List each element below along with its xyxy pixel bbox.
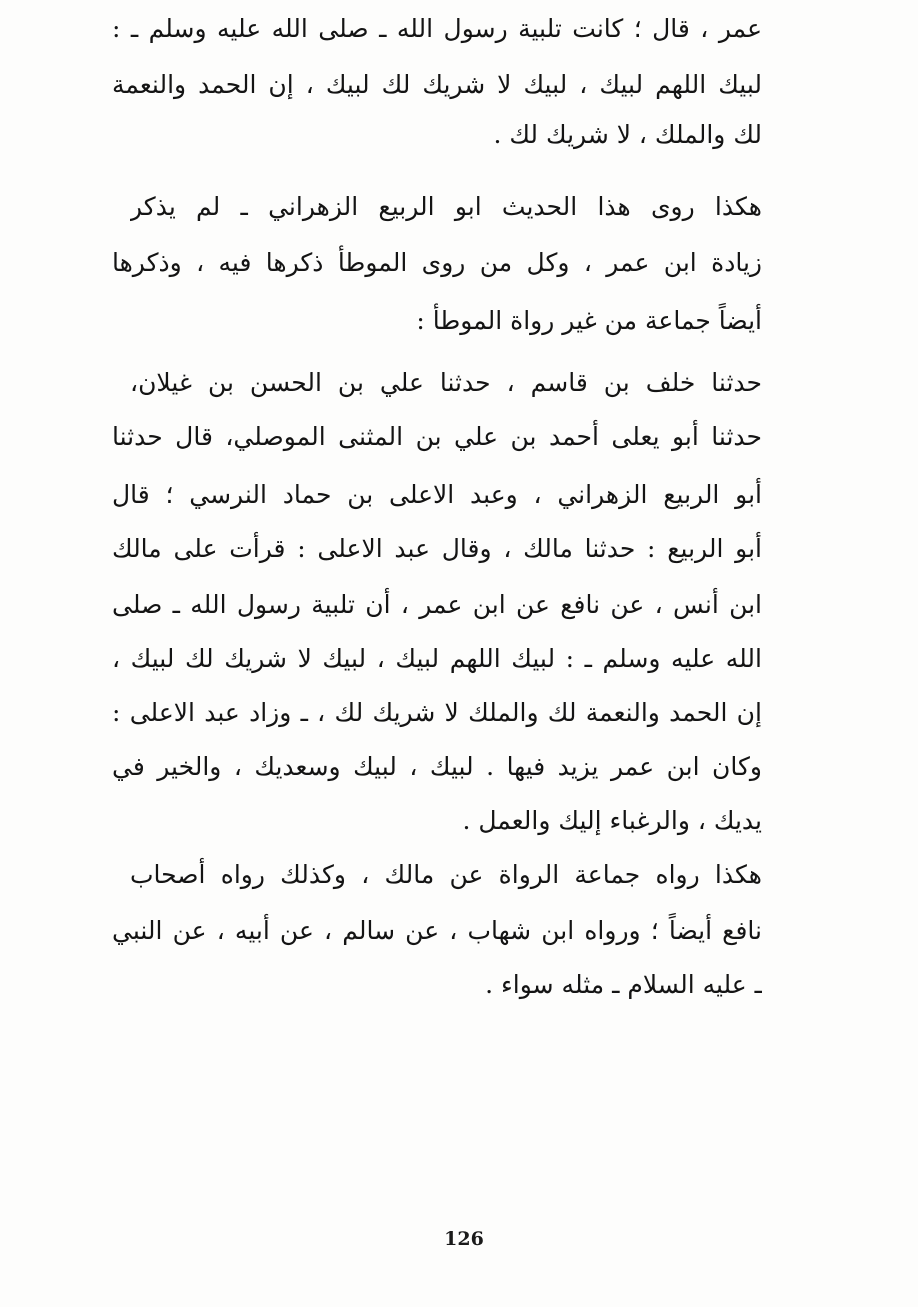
text-line: نافع أيضاً ؛ ورواه ابن شهاب ، عن سالم ، عن أبيه ، عن النبي bbox=[112, 916, 762, 945]
text-line: حدثنا خلف بن قاسم ، حدثنا علي بن الحسن بن غيلان، bbox=[130, 368, 762, 397]
text-line: يديك ، والرغباء إليك والعمل . bbox=[462, 806, 762, 835]
text-line: وكان ابن عمر يزيد فيها . لبيك ، لبيك وسعديك ، والخير في bbox=[112, 752, 762, 781]
page-number: 126 bbox=[444, 1228, 484, 1250]
text-line: ـ عليه السلام ـ مثله سواء . bbox=[485, 970, 762, 999]
text-line: لك والملك ، لا شريك لك . bbox=[493, 120, 762, 149]
text-line: أيضاً جماعة من غير رواة الموطأ : bbox=[416, 306, 762, 335]
text-line: الله عليه وسلم ـ : لبيك اللهم لبيك ، لبيك لا شريك لك لبيك ، bbox=[112, 644, 762, 673]
text-line: حدثنا أبو يعلى أحمد بن علي بن المثنى الموصلي، قال حدثنا bbox=[112, 422, 762, 451]
text-line: هكذا رواه جماعة الرواة عن مالك ، وكذلك رواه أصحاب bbox=[130, 860, 762, 889]
text-line: هكذا روى هذا الحديث ابو الربيع الزهراني ـ لم يذكر bbox=[130, 192, 762, 221]
text-line: أبو الربيع : حدثنا مالك ، وقال عبد الاعلى : قرأت على مالك bbox=[112, 534, 762, 563]
text-line: ابن أنس ، عن نافع عن ابن عمر ، أن تلبية رسول الله ـ صلى bbox=[112, 590, 762, 619]
text-line: إن الحمد والنعمة لك والملك لا شريك لك ، ـ وزاد عبد الاعلى : bbox=[112, 698, 762, 727]
text-line: لبيك اللهم لبيك ، لبيك لا شريك لك لبيك ، إن الحمد والنعمة bbox=[112, 70, 762, 99]
text-line: زيادة ابن عمر ، وكل من روى الموطأ ذكرها فيه ، وذكرها bbox=[112, 248, 762, 277]
text-line: عمر ، قال ؛ كانت تلبية رسول الله ـ صلى الله عليه وسلم ـ : bbox=[112, 14, 762, 43]
text-line: أبو الربيع الزهراني ، وعبد الاعلى بن حماد النرسي ؛ قال bbox=[112, 480, 762, 509]
